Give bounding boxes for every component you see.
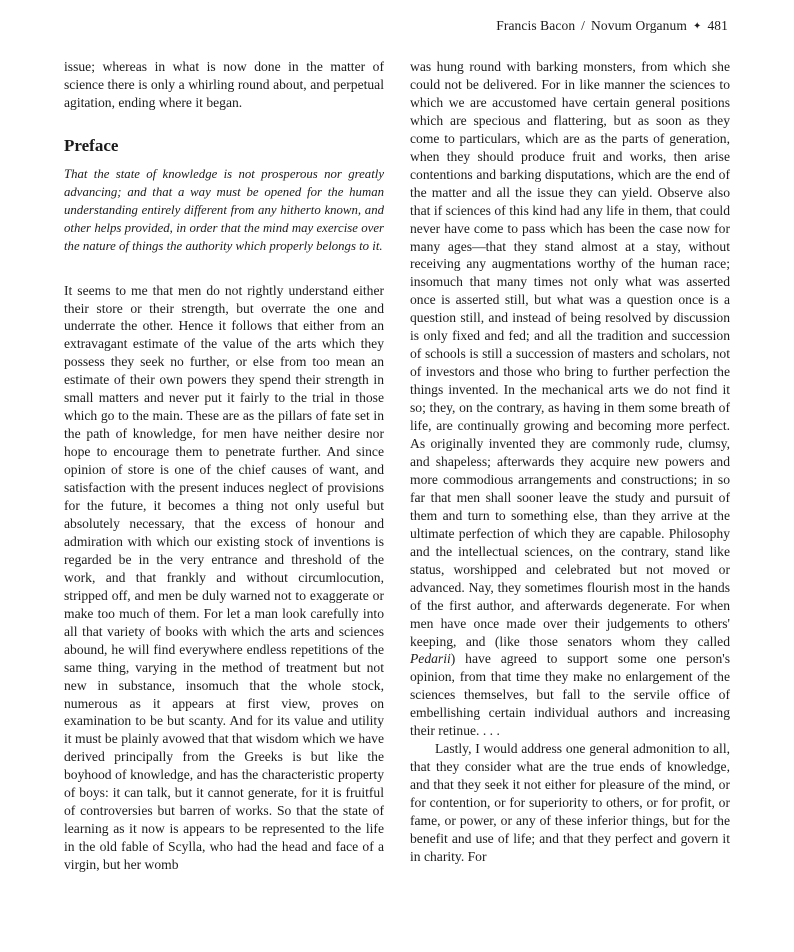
header-author: Francis Bacon (496, 18, 576, 33)
running-header (496, 18, 728, 34)
paragraph-text-before: was hung round with barking monsters, from which she could not be delivered. For in like manner the sciences to which we are accustomed have certain general positions which are specious and flattering, but as soon as they come to particulars, which are as the parts of generation, when they should produce fruit and works, then arise contentions and barking disputations, which are the end of the matter and all the issue they can yield. Observe also that if sciences of this kind had any life in them, that could never have come to pass which has been the case now for many ages—that they stand almost at a stay, without receiving any augmentations worthy of the human race; insomuch that many times not only what was asserted once is asserted still, but what was a question once is a question still, and instead of being resolved by discussion is only fixed and fed; and all the tradition and succession of schools is still a succession of masters and scholars, not of investors and those who bring to further perfection the things invented. In the mechanical arts we do not find it so; they, on the contrary, as having in them some breath of life, are continually growing and becoming more perfect. As originally invented they are commonly rude, clumsy, and shapeless; afterwards they acquire new powers and more commodious arrangements and constructions; in so far that men shall sooner leave the study and pursuit of them and turn to something else, than they arrive at the ultimate perfection of which they are capable. Philosophy and the intellectual sciences, on the contrary, stand like status, worshipped and celebrated but not moved or advanced. Nay, they sometimes flourish most in the hands of the first author, and afterwards degenerate. For when men have once made over their judgements to others' keeping, and (like those senators whom they called (410, 59, 730, 649)
header-book-title: Novum Organum (591, 18, 687, 33)
paragraph-text-after: ) have agreed to support some one person's opinion, from that time they make no enlargement of the sciences themselves, but fall to the servile office of embellishing certain individual authors and increasing their retinue. . . . (410, 651, 730, 739)
left-column (64, 58, 384, 874)
section-heading: Preface (64, 135, 119, 155)
right-column (410, 58, 730, 866)
header-separator: / (581, 18, 586, 33)
opening-paragraph: issue; whereas in what is now done in the matter of science there is only a whirling round about, and perpetual agitation, ending where it began. (64, 59, 384, 110)
continued-paragraph (410, 58, 730, 740)
page-number: 481 (707, 18, 728, 33)
ornament-diamond-icon: ✦ (692, 21, 702, 32)
italic-term: Pedarii (410, 651, 451, 667)
preface-epigraph: That the state of knowledge is not prosperous nor greatly advancing; and that a way must be opened for the human understanding entirely different from any hitherto known, and other helps provided, in order that the mind may exercise over the nature of things the authority which properly belongs to it. (64, 166, 384, 253)
final-paragraph: Lastly, I would address one general admonition to all, that they consider what are the true ends of knowledge, and that they seek it not either for pleasure of the mind, or for contention, or for superiority to others, or for profit, or fame, or power, or any of these inferior things, but for the benefit and use of life; and that they perfect and govern it in charity. For (410, 741, 730, 864)
body-paragraph: It seems to me that men do not rightly understand either their store or their strength, but overrate the one and underrate the other. Hence it follows that either from an extravagant estimate of the value of the arts which they possess they seek no further, or else from too mean an estimate of their own powers they spend their strength in small matters and never put it fairly to the trial in those which go to the main. These are as the pillars of fate set in the path of knowledge, for men have neither desire nor hope to encourage them to penetrate further. And since opinion of store is one of the chief causes of want, and satisfaction with the present induces neglect of provisions for the future, it becomes a thing not only useful but absolutely necessary, that the excess of honour and admiration with which our existing stock of inventions is regarded be in the very entrance and threshold of the work, and that frankly and without circumlocution, stripped off, and men be duly warned not to exaggerate or make too much of them. For let a man look carefully into all that variety of books with which the arts and sciences abound, he will find everywhere endless repetitions of the same thing, varying in the method of treatment but not new in substance, insomuch that the whole stock, numerous as it appears at first view, proves on examination to be but scanty. And for its value and utility it must be plainly avowed that that wisdom which we have derived principally from the Greeks is but like the boyhood of knowledge, and has the characteristic property of boys: it can talk, but it cannot generate, for it is fruitful of controversies but barren of works. So that the state of learning as it now is appears to be represented to the life in the old fable of Scylla, who had the head and face of a virgin, but her womb (64, 282, 384, 873)
